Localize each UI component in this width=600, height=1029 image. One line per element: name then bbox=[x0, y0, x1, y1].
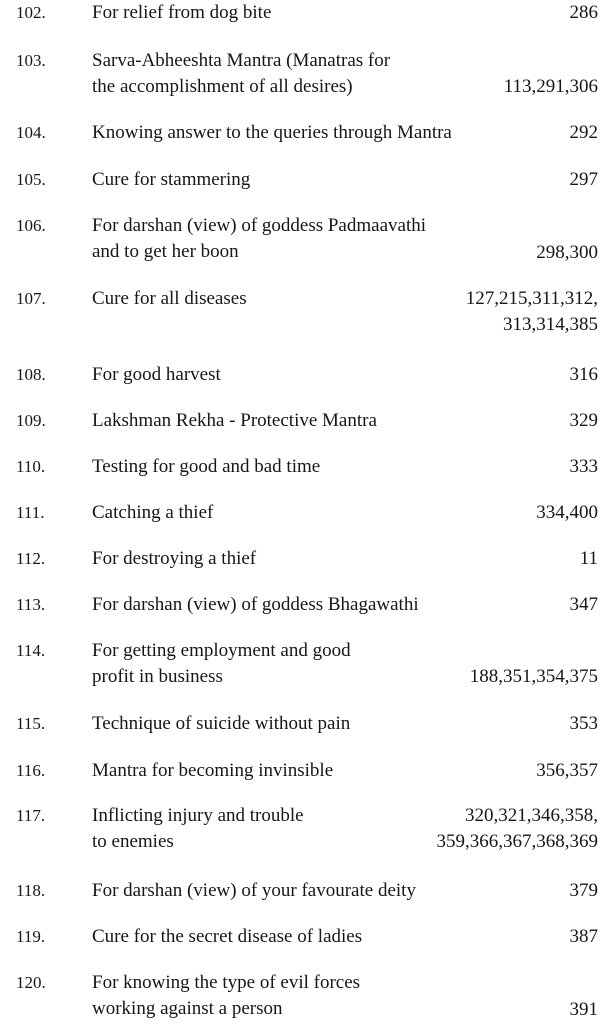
entry-title: Technique of suicide without pain bbox=[92, 713, 351, 734]
entry-number: 111. bbox=[16, 503, 45, 522]
entry-pages: 286 bbox=[569, 2, 598, 23]
entry-title: Sarva-Abheeshta Mantra (Manatras for the accomplishment of all desires) bbox=[92, 50, 391, 97]
entry-number: 120. bbox=[16, 973, 46, 992]
entry-number: 108. bbox=[16, 365, 46, 384]
entry-pages: 353 bbox=[569, 713, 598, 734]
entry-pages: 329 bbox=[569, 410, 598, 431]
entry-number: 109. bbox=[16, 411, 46, 430]
entry-title: Mantra for becoming invinsible bbox=[92, 760, 334, 781]
entry-number: 116. bbox=[16, 761, 46, 780]
entry-title: For darshan (view) of goddess Bhagawathi bbox=[92, 594, 419, 615]
entry-title: For darshan (view) of your favourate deity bbox=[92, 880, 416, 901]
entry-pages: 333 bbox=[569, 456, 598, 477]
entry-title: Knowing answer to the queries through Mantra bbox=[92, 122, 452, 143]
entry-number: 117. bbox=[16, 806, 46, 825]
entry-pages: 127,215,311,312, 313,314,385 bbox=[465, 288, 598, 335]
entry-title: For destroying a thief bbox=[92, 548, 257, 569]
entry-title: Cure for the secret disease of ladies bbox=[92, 926, 363, 947]
entry-title: Cure for all diseases bbox=[92, 288, 247, 309]
entry-pages: 316 bbox=[569, 364, 598, 385]
entry-pages: 298,300 bbox=[536, 242, 598, 263]
entry-pages: 347 bbox=[569, 594, 598, 615]
entry-title: Testing for good and bad time bbox=[92, 456, 321, 477]
entry-pages: 391 bbox=[569, 999, 598, 1020]
entry-pages: 356,357 bbox=[536, 760, 598, 781]
entry-title: Cure for stammering bbox=[92, 169, 251, 190]
entry-pages: 297 bbox=[569, 169, 598, 190]
entry-title: Lakshman Rekha - Protective Mantra bbox=[92, 410, 377, 431]
entry-number: 119. bbox=[16, 927, 46, 946]
entry-pages: 379 bbox=[569, 880, 598, 901]
entry-title: For knowing the type of evil forces working against a person bbox=[92, 972, 361, 1019]
entry-number: 102. bbox=[16, 3, 46, 22]
entry-title: Inflicting injury and trouble to enemies bbox=[92, 805, 304, 852]
entry-title: For darshan (view) of goddess Padmaavathi and to get her boon bbox=[92, 215, 427, 262]
entry-number: 115. bbox=[16, 714, 46, 733]
entry-pages: 11 bbox=[579, 548, 598, 569]
entry-title: For good harvest bbox=[92, 364, 221, 385]
entry-pages: 320,321,346,358, 359,366,367,368,369 bbox=[436, 805, 598, 852]
entry-pages: 334,400 bbox=[536, 502, 598, 523]
entry-number: 104. bbox=[16, 123, 46, 142]
entry-number: 112. bbox=[16, 549, 46, 568]
entry-number: 107. bbox=[16, 289, 46, 308]
entry-title: For relief from dog bite bbox=[92, 2, 272, 23]
entry-number: 103. bbox=[16, 51, 46, 70]
entry-title: Catching a thief bbox=[92, 502, 214, 523]
entry-number: 105. bbox=[16, 170, 46, 189]
entry-number: 110. bbox=[16, 457, 46, 476]
entry-number: 106. bbox=[16, 216, 46, 235]
entry-pages: 113,291,306 bbox=[503, 76, 598, 97]
entry-number: 114. bbox=[16, 641, 46, 660]
entry-pages: 188,351,354,375 bbox=[469, 666, 598, 687]
entry-number: 118. bbox=[16, 881, 46, 900]
entry-title: For getting employment and good profit in business bbox=[92, 640, 351, 687]
entry-number: 113. bbox=[16, 595, 46, 614]
entry-pages: 387 bbox=[569, 926, 598, 947]
entry-pages: 292 bbox=[569, 122, 598, 143]
